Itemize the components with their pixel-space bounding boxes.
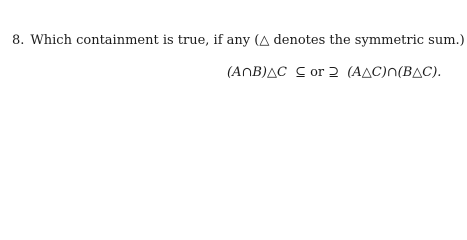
containment-options: ⊆ or ⊇	[295, 65, 340, 80]
question-number: 8.	[12, 33, 25, 48]
math-expression	[227, 65, 441, 80]
problem-block	[0, 0, 467, 110]
question-line	[12, 33, 465, 48]
question-text: Which containment is true, if any (△ denotes the symmetric sum.)	[30, 33, 465, 48]
expression-left: (A∩B)△C	[227, 65, 287, 80]
expression-right: (A△C)∩(B△C).	[347, 65, 442, 80]
